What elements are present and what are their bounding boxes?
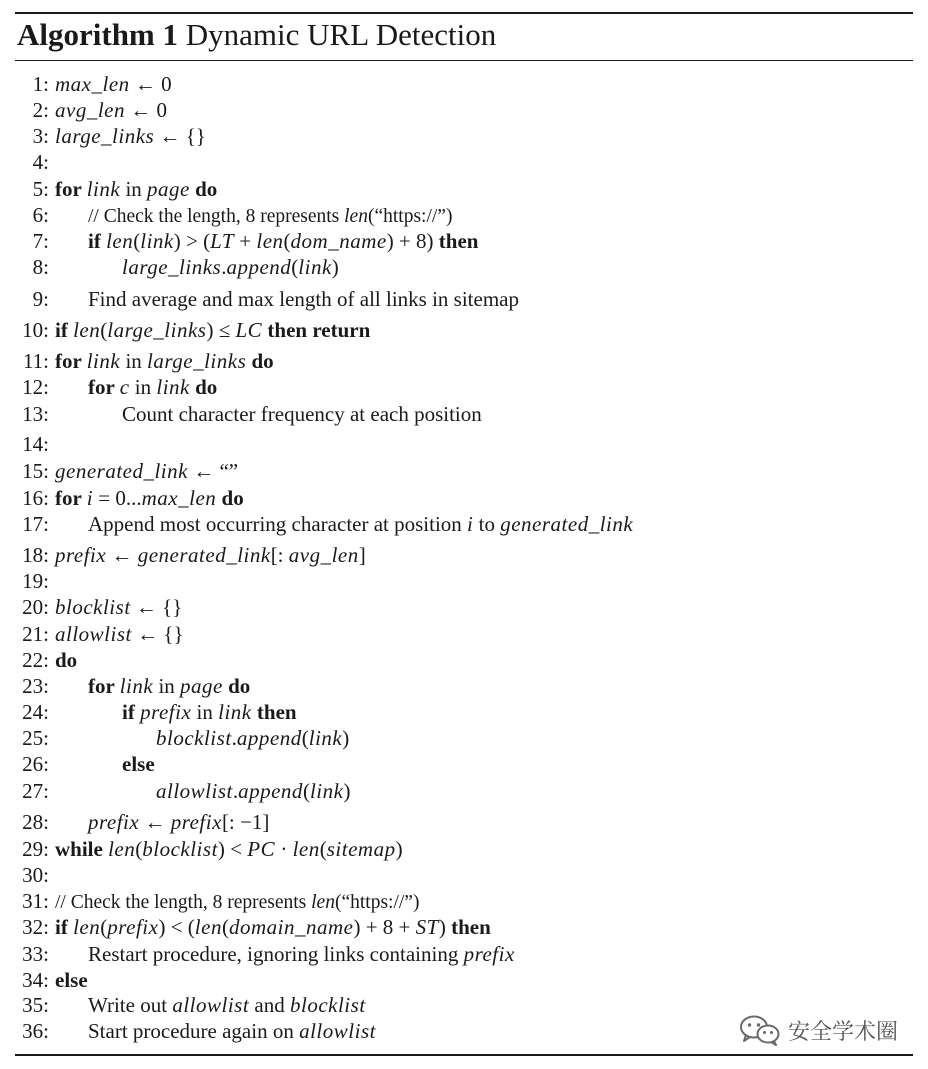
code-text: ( (291, 255, 299, 279)
line-code (55, 914, 491, 940)
code-text: ← “” (187, 459, 239, 483)
line-code (55, 458, 238, 484)
variable: page (180, 674, 223, 698)
code-text: ) + 8) (386, 229, 439, 253)
code-text: in (191, 700, 219, 724)
code-text: ← 0 (124, 98, 167, 122)
line-number: 36: (22, 1019, 49, 1043)
line-number: 7: (32, 229, 49, 253)
code-text: ( (221, 915, 229, 939)
top-rule (15, 12, 913, 14)
variable: prefix (55, 543, 107, 567)
variable: len (73, 915, 101, 939)
code-text: in (153, 674, 181, 698)
variable: domain_name (228, 915, 354, 939)
variable: link (298, 255, 332, 279)
variable: prefix (107, 915, 159, 939)
variable: link (308, 726, 343, 750)
line-number: 32: (22, 915, 49, 939)
keyword: do (55, 648, 78, 672)
line-number: 11: (22, 349, 49, 373)
line-code (55, 594, 182, 620)
line-number: 21: (22, 622, 49, 646)
line-number: 2: (32, 98, 49, 122)
variable: PC (247, 837, 276, 861)
code-text: ) (342, 726, 350, 750)
variable: blocklist (290, 993, 366, 1017)
variable: ST (415, 915, 439, 939)
variable: append (236, 726, 302, 750)
line-number: 34: (22, 968, 49, 992)
variable: blocklist (55, 595, 131, 619)
line-number: 35: (22, 993, 49, 1017)
line-code (55, 176, 217, 202)
line-number: 15: (22, 459, 49, 483)
variable: len (73, 318, 101, 342)
keyword: if (88, 229, 107, 253)
variable: LC (235, 318, 263, 342)
code-text: ← {} (130, 595, 183, 619)
code-text: ) (331, 255, 339, 279)
line-code (55, 317, 370, 343)
keyword: then (251, 700, 297, 724)
code-text: + (234, 229, 257, 253)
line-number: 16: (22, 486, 49, 510)
line-number: 23: (22, 674, 49, 698)
keyword: if (55, 318, 74, 342)
code-text: ) (343, 779, 351, 803)
variable: link (140, 229, 174, 253)
line-code (55, 71, 172, 97)
variable: large_links (122, 255, 222, 279)
line-number: 30: (22, 863, 49, 887)
code-text: ( (100, 915, 108, 939)
line-code (55, 751, 155, 777)
variable: prefix (140, 700, 192, 724)
line-code (55, 621, 184, 647)
keyword: for (55, 177, 87, 201)
code-text: Write out (88, 993, 173, 1017)
comment-function: len (344, 206, 368, 227)
line-code (55, 888, 419, 916)
code-text: [: −1] (221, 810, 270, 834)
line-code (55, 97, 167, 123)
code-text: ( (283, 229, 291, 253)
watermark (738, 1011, 898, 1049)
line-number: 17: (22, 512, 49, 536)
variable: max_len (141, 486, 217, 510)
code-text: Restart procedure, ignoring links containing (88, 942, 464, 966)
variable: append (226, 255, 292, 279)
line-code (55, 485, 244, 511)
variable: large_links (55, 124, 155, 148)
line-number: 6: (32, 203, 49, 227)
line-code (55, 254, 339, 280)
variable: link (86, 177, 121, 201)
code-text: ( (301, 726, 309, 750)
variable: link (309, 779, 344, 803)
line-code (55, 1018, 376, 1044)
keyword: for (88, 375, 120, 399)
variable: len (256, 229, 284, 253)
code-text: in (120, 349, 148, 373)
line-code (55, 941, 515, 967)
line-code (55, 511, 633, 537)
line-code (55, 967, 88, 993)
keyword: while (55, 837, 109, 861)
variable: allowlist (55, 622, 132, 646)
code-text: . (232, 779, 239, 803)
line-number: 13: (22, 402, 49, 426)
variable: generated_link (55, 459, 188, 483)
line-number: 1: (32, 72, 49, 96)
code-text: Find average and max length of all links in sitemap (88, 287, 519, 311)
line-code (55, 542, 366, 568)
line-code (55, 286, 519, 312)
variable: avg_len (288, 543, 359, 567)
variable: allowlist (172, 993, 250, 1017)
variable: prefix (463, 942, 515, 966)
line-number: 14: (22, 432, 49, 456)
keyword: do (222, 674, 251, 698)
line-number: 19: (22, 569, 49, 593)
line-code (55, 699, 297, 725)
code-text: ) + 8 + (353, 915, 416, 939)
keyword: if (122, 700, 141, 724)
code-text: and (249, 993, 290, 1017)
line-number: 28: (22, 810, 49, 834)
bottom-rule (15, 1054, 913, 1056)
line-code (55, 809, 269, 835)
comment: (“https://”) (367, 206, 453, 227)
variable: i (86, 486, 94, 510)
line-number: 8: (32, 255, 49, 279)
line-code (55, 725, 349, 751)
line-number: 18: (22, 543, 49, 567)
code-text: · (275, 837, 293, 861)
line-number: 31: (22, 889, 49, 913)
code-text: = 0... (93, 486, 142, 510)
code-text: ( (133, 229, 141, 253)
wechat-icon (738, 1014, 782, 1046)
variable: blocklist (142, 837, 218, 861)
code-text: ← 0 (129, 72, 172, 96)
variable: dom_name (290, 229, 387, 253)
variable: len (106, 229, 134, 253)
line-code (55, 123, 206, 149)
variable: append (238, 779, 303, 803)
comment-function: len (311, 892, 335, 913)
code-text: in (120, 177, 148, 201)
code-text: ← (139, 810, 171, 834)
code-text: . (221, 255, 227, 279)
variable: page (147, 177, 190, 201)
line-number: 3: (32, 124, 49, 148)
line-number: 20: (22, 595, 49, 619)
line-number: 25: (22, 726, 49, 750)
code-text: to (473, 512, 501, 536)
line-number: 10: (22, 318, 49, 342)
variable: len (292, 837, 320, 861)
line-code (55, 228, 478, 254)
code-text: ← (106, 543, 138, 567)
variable: link (156, 375, 190, 399)
variable: LT (210, 229, 235, 253)
variable: prefix (88, 810, 140, 834)
line-number: 29: (22, 837, 49, 861)
code-text: ) < ( (158, 915, 195, 939)
code-text: ( (100, 318, 108, 342)
keyword: do (216, 486, 244, 510)
variable: generated_link (500, 512, 634, 536)
line-number: 12: (22, 375, 49, 399)
code-text: Count character frequency at each position (122, 402, 482, 426)
variable: len (194, 915, 222, 939)
variable: allowlist (299, 1019, 376, 1043)
code-text: ) > ( (173, 229, 211, 253)
variable: c (119, 375, 130, 399)
line-number: 22: (22, 648, 49, 672)
code-text: in (129, 375, 157, 399)
line-number: 9: (32, 287, 49, 311)
code-text: ) (395, 837, 403, 861)
code-text: ] (358, 543, 366, 567)
code-text: ) ≤ (206, 318, 236, 342)
keyword: do (189, 375, 218, 399)
line-number: 26: (22, 752, 49, 776)
line-code (55, 992, 366, 1018)
variable: prefix (170, 810, 222, 834)
watermark-text: 安全学术圈 (788, 1019, 899, 1045)
keyword: do (246, 349, 274, 373)
code-text: ( (135, 837, 143, 861)
keyword: else (55, 968, 88, 992)
variable: i (467, 512, 474, 536)
line-code (55, 778, 350, 804)
algorithm-name: Dynamic URL Detection (185, 17, 497, 52)
keyword: then return (262, 318, 371, 342)
keyword: for (55, 349, 87, 373)
line-number: 4: (32, 150, 49, 174)
header-rule (15, 60, 913, 61)
variable: len (108, 837, 136, 861)
line-code (55, 647, 77, 673)
line-number: 27: (22, 779, 49, 803)
line-code (55, 401, 482, 427)
keyword: for (88, 674, 120, 698)
variable: blocklist (156, 726, 232, 750)
code-text: Append most occurring character at position (88, 512, 468, 536)
variable: link (86, 349, 121, 373)
keyword: else (122, 752, 155, 776)
code-text: ( (319, 837, 327, 861)
variable: avg_len (55, 98, 125, 122)
keyword: do (189, 177, 218, 201)
code-text: ← {} (131, 622, 184, 646)
keyword: for (55, 486, 87, 510)
variable: sitemap (326, 837, 396, 861)
line-code (55, 202, 452, 230)
keyword: then (451, 915, 491, 939)
code-text: ) < (217, 837, 248, 861)
algorithm-label: Algorithm 1 (17, 17, 179, 52)
variable: generated_link (137, 543, 271, 567)
line-code (55, 836, 403, 862)
variable: large_links (107, 318, 207, 342)
code-text: Start procedure again on (88, 1019, 300, 1043)
comment: // Check the length, 8 represents (55, 892, 312, 913)
variable: allowlist (156, 779, 233, 803)
line-code (55, 348, 274, 374)
variable: large_links (147, 349, 247, 373)
variable: max_len (55, 72, 130, 96)
line-number: 24: (22, 700, 49, 724)
comment: // Check the length, 8 represents (88, 206, 345, 227)
variable: link (218, 700, 252, 724)
code-text: ) (438, 915, 452, 939)
line-code (55, 374, 217, 400)
algorithm-title (17, 15, 496, 55)
line-number: 5: (32, 177, 49, 201)
variable: link (119, 674, 154, 698)
keyword: then (438, 229, 479, 253)
line-number: 33: (22, 942, 49, 966)
comment: (“https://”) (334, 892, 420, 913)
code-text: [: (270, 543, 289, 567)
code-text: ( (302, 779, 310, 803)
keyword: if (55, 915, 74, 939)
code-text: . (231, 726, 237, 750)
code-text: ← {} (154, 124, 206, 148)
line-code (55, 673, 250, 699)
